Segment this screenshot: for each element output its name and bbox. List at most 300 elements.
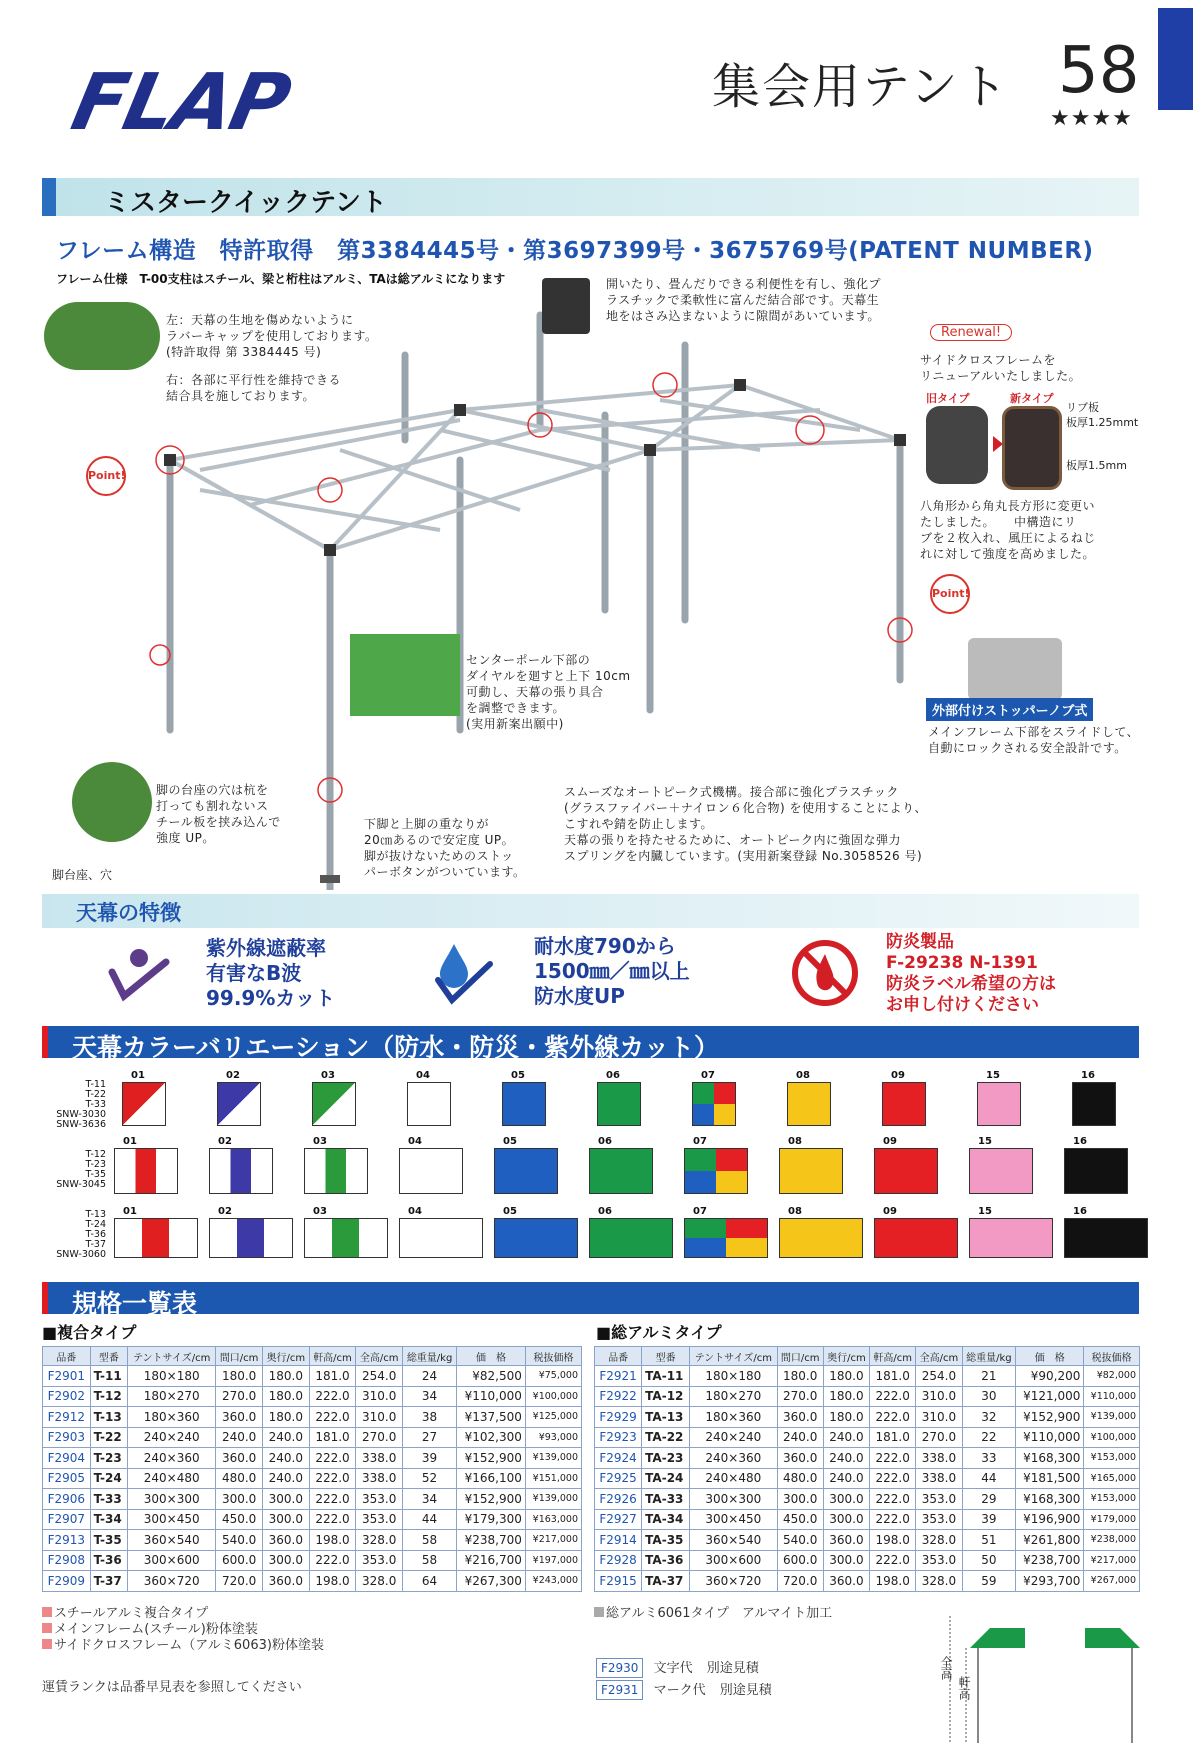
base-note: 脚の台座の穴は杭を 打っても割れないス チール板を挟み込んで 強度 UP。 [156,783,281,845]
color-swatch-09 [874,1148,938,1194]
table-cell: ¥181,500 [1016,1468,1084,1489]
color-swatch-06 [589,1148,653,1194]
table-cell: 450.0 [777,1509,823,1530]
color-swatch-02 [217,1082,261,1126]
color-swatch-07 [684,1218,768,1258]
composite-note-3: サイドクロスフレーム（アルミ6063)粉体塗装 [54,1638,324,1653]
table-cell: 33 [962,1448,1016,1469]
table-header-cell: テントサイズ/cm [690,1347,777,1366]
table-cell: 328.0 [356,1530,403,1551]
swatch-number: 02 [218,1136,232,1147]
table-cell: F2913 [43,1530,91,1551]
table-cell: F2923 [595,1427,642,1448]
table-cell: 198.0 [309,1571,356,1592]
swatch-number: 08 [788,1206,802,1217]
table-cell: F2915 [595,1571,642,1592]
swatch-number: 05 [511,1070,525,1081]
color-swatch-16 [1064,1148,1128,1194]
table-cell: 300.0 [823,1489,869,1510]
option-row-2 [596,1680,772,1700]
table-header-cell: 総重量/kg [962,1347,1016,1366]
table-cell: 300.0 [823,1550,869,1571]
composite-notes [42,1606,324,1654]
table-cell: F2921 [595,1366,642,1387]
table-cell: 59 [962,1571,1016,1592]
swatch-number: 01 [123,1206,137,1217]
table-cell: F2914 [595,1530,642,1551]
table-row [43,1386,582,1407]
table-cell: 254.0 [356,1366,403,1387]
table-cell: 222.0 [870,1550,916,1571]
row3-models: T-13 T-24 T-36 T-37 SNW-3060 [56,1209,106,1260]
option-row-1 [596,1658,759,1678]
table-cell: ¥267,000 [1084,1571,1140,1592]
table-cell: 270.0 [916,1427,962,1448]
table-cell: TA-22 [642,1427,690,1448]
table-cell: 222.0 [309,1489,356,1510]
table-cell: ¥110,000 [457,1386,526,1407]
table-cell: ¥238,700 [1016,1550,1084,1571]
color-swatch-04 [399,1218,483,1258]
table-cell: 310.0 [916,1407,962,1428]
table-cell: 222.0 [870,1448,916,1469]
table-cell: 181.0 [870,1427,916,1448]
aluminum-note-text: 総アルミ6061タイプ アルマイト加工 [606,1606,833,1621]
cap-right-note: 右：各部に平行性を維持できる 結合具を施しております。 [166,373,342,403]
table-row [595,1550,1140,1571]
table-row [43,1448,582,1469]
table-cell: 180.0 [777,1366,823,1387]
swatch-number: 16 [1073,1136,1087,1147]
table-cell: 353.0 [916,1489,962,1510]
table-cell: 181.0 [870,1366,916,1387]
swatch-number: 07 [693,1136,707,1147]
point-badge: Point! [86,456,126,496]
table-cell: 240.0 [823,1468,869,1489]
table-cell: F2908 [43,1550,91,1571]
table-cell: 27 [403,1427,457,1448]
joint-note: 開いたり、畳んだりできる利便性を有し、強化プ ラスチックで柔軟性に富んだ結合部です。天幕生 地をはさみ込まないように隙間があいています。 [606,277,882,323]
table-cell: 600.0 [777,1550,823,1571]
table-cell: ¥243,000 [525,1571,581,1592]
table-cell: 180×360 [690,1407,777,1428]
swatch-number: 05 [503,1136,517,1147]
table-cell: 360.0 [216,1407,263,1428]
table-cell: ¥261,800 [1016,1530,1084,1551]
composite-spec-table [42,1346,582,1592]
table-cell: 353.0 [356,1509,403,1530]
table-row [595,1448,1140,1469]
table-cell: 180×180 [128,1366,216,1387]
table-cell: ¥238,700 [457,1530,526,1551]
table-cell: 360×720 [128,1571,216,1592]
table-cell: F2928 [595,1550,642,1571]
swatch-number: 16 [1073,1206,1087,1217]
table-cell: 300×450 [690,1509,777,1530]
table-cell: TA-37 [642,1571,690,1592]
table-cell: 180.0 [823,1407,869,1428]
table-cell: 360.0 [262,1530,309,1551]
eave-height-label: 軒高 [957,1676,971,1700]
patent-line: フレーム構造 特許取得 第3384445号・第3697399号・3675769号(PATENT NUMBER) [56,238,1094,264]
table-cell: ¥293,700 [1016,1571,1084,1592]
table-row [43,1571,582,1592]
swatch-number: 05 [503,1206,517,1217]
aluminum-spec-table [594,1346,1140,1592]
color-swatch-05 [494,1148,558,1194]
table-cell: 353.0 [916,1550,962,1571]
table-cell: 240×240 [690,1427,777,1448]
table-cell: ¥168,300 [1016,1489,1084,1510]
table-cell: 180×360 [128,1407,216,1428]
color-swatch-15 [969,1218,1053,1258]
table-cell: 353.0 [356,1489,403,1510]
table-cell: 180.0 [262,1407,309,1428]
table-cell: F2927 [595,1509,642,1530]
table-header-cell: 税抜価格 [1084,1347,1140,1366]
section-title: ミスタークイックテント [104,188,387,218]
table-cell: 222.0 [309,1550,356,1571]
table-cell: 720.0 [216,1571,263,1592]
table-cell: 39 [403,1448,457,1469]
table-cell: 44 [962,1468,1016,1489]
table-cell: 222.0 [309,1468,356,1489]
swatch-number: 03 [321,1070,335,1081]
color-swatch-15 [969,1148,1033,1194]
color-swatch-02 [209,1218,293,1258]
aluminum-note [594,1606,832,1622]
table-cell: ¥217,000 [1084,1550,1140,1571]
table-cell: ¥110,000 [1084,1386,1140,1407]
table-cell: ¥267,300 [457,1571,526,1592]
table-cell: 353.0 [916,1509,962,1530]
auto-peak-note: スムーズなオートピーク式機構。接合部に強化プラスチック (グラスファイバー＋ナイロン６化合物) を使用することにより、 こすれや錆を防止します。 天幕の張りを持たせるために、オートピーク内に強固な弾力 スプリングを内臓しています。(実用新案登録 No.3058526 号) [564,785,928,863]
table-header-cell: 型番 [90,1347,128,1366]
color-swatch-08 [779,1218,863,1258]
table-cell: TA-33 [642,1489,690,1510]
table-cell: 338.0 [916,1448,962,1469]
table-row [43,1550,582,1571]
table-cell: ¥82,500 [457,1366,526,1387]
table-cell: ¥166,100 [457,1468,526,1489]
table-cell: 360×540 [128,1530,216,1551]
table-cell: 21 [962,1366,1016,1387]
table-cell: 32 [962,1407,1016,1428]
table-cell: 50 [962,1550,1016,1571]
table-header-cell: 全高/cm [356,1347,403,1366]
spec-title: 規格一覧表 [72,1289,198,1318]
feature-water-text: 耐水度790から 1500㎜／㎜以上 防水度UP [534,934,690,1008]
table-cell: ¥139,000 [525,1489,581,1510]
table-cell: ¥196,900 [1016,1509,1084,1530]
table-cell: 222.0 [870,1468,916,1489]
table-cell: T-36 [90,1550,128,1571]
table-cell: 240×480 [128,1468,216,1489]
table-cell: 310.0 [356,1407,403,1428]
table-cell: F2903 [43,1427,91,1448]
table-cell: F2926 [595,1489,642,1510]
table-cell: 360.0 [262,1571,309,1592]
table-cell: 360×720 [690,1571,777,1592]
octagon-note: 八角形から角丸長方形に変更い たしました。 中構造にリ ブを２枚入れ、風圧によるねじ れに対して強度を高めました。 [920,499,1096,561]
table-cell: ¥216,700 [457,1550,526,1571]
table-cell: ¥121,000 [1016,1386,1084,1407]
renewal-badge: Renewal! [930,324,1012,341]
table-cell: 300×300 [128,1489,216,1510]
no-fire-icon [790,938,860,1008]
table-cell: ¥238,000 [1084,1530,1140,1551]
table-cell: 198.0 [870,1571,916,1592]
table-cell: TA-11 [642,1366,690,1387]
table-cell: T-22 [90,1427,128,1448]
table-cell: 720.0 [777,1571,823,1592]
swatch-number: 03 [313,1206,327,1217]
color-variation-title: 天幕カラーバリエーション（防水・防災・紫外線カット） [72,1033,720,1062]
table-cell: ¥197,000 [525,1550,581,1571]
swatch-number: 09 [883,1136,897,1147]
joint-photo [542,278,590,334]
table-cell: 222.0 [870,1489,916,1510]
table-cell: ¥90,200 [1016,1366,1084,1387]
table-cell: T-33 [90,1489,128,1510]
option-code: F2931 [596,1680,643,1700]
table-cell: 222.0 [870,1407,916,1428]
table-cell: 58 [403,1530,457,1551]
color-swatch-04 [407,1082,451,1126]
swatch-number: 16 [1081,1070,1095,1081]
table-cell: 360.0 [216,1448,263,1469]
table-cell: TA-12 [642,1386,690,1407]
option-price: 別途見積 [719,1683,772,1698]
table-cell: 328.0 [916,1530,962,1551]
table-cell: T-11 [90,1366,128,1387]
swatch-number: 04 [416,1070,430,1081]
table-cell: TA-13 [642,1407,690,1428]
table-cell: ¥75,000 [525,1366,581,1387]
overlap-note: 下脚と上脚の重なりが 20㎝あるので安定度 UP。 脚が抜けないためのストッ パーボタンがついています。 [364,817,526,879]
table-cell: 310.0 [916,1386,962,1407]
table-cell: T-12 [90,1386,128,1407]
table-cell: 600.0 [216,1550,263,1571]
composite-note-1: スチールアルミ複合タイプ [54,1606,209,1621]
color-swatch-02 [209,1148,273,1194]
table-header-cell: テントサイズ/cm [128,1347,216,1366]
table-cell: ¥163,000 [525,1509,581,1530]
color-swatch-07 [684,1148,748,1194]
table-cell: 360.0 [823,1571,869,1592]
table-cell: T-23 [90,1448,128,1469]
table-row [595,1366,1140,1387]
table-row [43,1489,582,1510]
color-variation-bar [42,1026,1139,1062]
table-cell: 240×480 [690,1468,777,1489]
thickness-note: 板厚1.5mm [1066,459,1127,472]
table-cell: 222.0 [309,1448,356,1469]
table-cell: 181.0 [309,1427,356,1448]
table-row [595,1530,1140,1551]
table-cell: T-13 [90,1407,128,1428]
table-cell: ¥179,300 [457,1509,526,1530]
table-cell: 180.0 [823,1366,869,1387]
table-cell: 240×240 [128,1427,216,1448]
swatch-number: 04 [408,1206,422,1217]
table-cell: 198.0 [309,1530,356,1551]
table-cell: 540.0 [777,1530,823,1551]
table-cell: ¥110,000 [1016,1427,1084,1448]
table-cell: 240.0 [823,1427,869,1448]
table-cell: 338.0 [356,1448,403,1469]
table-row [595,1407,1140,1428]
features-bar [42,894,1139,928]
table-cell: 58 [403,1550,457,1571]
table-row [595,1468,1140,1489]
base-caption: 脚台座、穴 [52,868,113,882]
new-type-photo [1002,406,1062,490]
table-cell: 181.0 [309,1366,356,1387]
table-header-cell: 価 格 [1016,1347,1084,1366]
table-cell: ¥153,000 [1084,1448,1140,1469]
table-cell: 338.0 [356,1468,403,1489]
features-title: 天幕の特徴 [76,901,181,925]
swatch-number: 08 [788,1136,802,1147]
table-cell: ¥139,000 [525,1448,581,1469]
table-cell: 300×450 [128,1509,216,1530]
table-row [43,1427,582,1448]
swatch-number: 07 [701,1070,715,1081]
table-cell: 64 [403,1571,457,1592]
option-code: F2930 [596,1658,643,1678]
table-cell: 180×180 [690,1366,777,1387]
table-cell: 180×270 [128,1386,216,1407]
table-cell: 360×540 [690,1530,777,1551]
new-type-label: 新タイプ [1010,392,1054,405]
table-cell: 44 [403,1509,457,1530]
swatch-number: 08 [796,1070,810,1081]
cap-left-note: 左：天幕の生地を傷めないように ラバーキャップを使用しております。 (特許取得 第 3384445 号) [166,313,378,359]
color-swatch-01 [114,1218,198,1258]
swatch-number: 15 [978,1136,992,1147]
table-cell: 240.0 [262,1427,309,1448]
side-index-tab [1158,8,1193,110]
table-cell: 480.0 [216,1468,263,1489]
table-header-cell: 軒高/cm [309,1347,356,1366]
table-cell: 300.0 [777,1489,823,1510]
table-cell: 38 [403,1407,457,1428]
table-cell: 222.0 [309,1386,356,1407]
rating-stars: ★★★★ [1050,106,1133,131]
color-swatch-09 [874,1218,958,1258]
spec-bar [42,1282,1139,1318]
table-cell: 270.0 [777,1386,823,1407]
table-row [43,1530,582,1551]
table-row [595,1386,1140,1407]
stopper-photo [968,638,1062,700]
table-cell: ¥152,900 [457,1489,526,1510]
swatch-number: 15 [986,1070,1000,1081]
table-cell: 240.0 [777,1427,823,1448]
table-cell: F2912 [43,1407,91,1428]
table-header-cell: 品番 [595,1347,642,1366]
swatch-number: 07 [693,1206,707,1217]
table-header-cell: 価 格 [457,1347,526,1366]
brand-logo: FLAP [64,58,297,148]
table-cell: ¥152,900 [457,1448,526,1469]
swatch-number: 09 [891,1070,905,1081]
table-cell: F2905 [43,1468,91,1489]
swatch-number: 04 [408,1136,422,1147]
center-pole-photo [350,634,460,716]
table-cell: 328.0 [356,1571,403,1592]
color-swatch-05 [502,1082,546,1126]
swatch-number: 01 [131,1070,145,1081]
table-row [595,1571,1140,1592]
table-cell: 240.0 [262,1468,309,1489]
option-name: マーク代 [653,1683,706,1698]
water-drop-icon [428,936,498,1006]
color-swatch-15 [977,1082,1021,1126]
table-cell: 34 [403,1386,457,1407]
table-cell: 24 [403,1366,457,1387]
table-cell: ¥100,000 [525,1386,581,1407]
table-row [43,1468,582,1489]
table-cell: ¥102,300 [457,1427,526,1448]
table-cell: 39 [962,1509,1016,1530]
table-cell: 360.0 [823,1530,869,1551]
table-cell: TA-35 [642,1530,690,1551]
table-cell: 300×600 [128,1550,216,1571]
color-swatch-03 [312,1082,356,1126]
color-swatch-08 [787,1082,831,1126]
page-number: 58 [1058,34,1140,108]
option-name: 文字代 [653,1661,693,1676]
renewal-note: サイドクロスフレームを リニューアルいたしました。 [920,353,1082,383]
table-cell: ¥93,000 [525,1427,581,1448]
color-swatch-03 [304,1148,368,1194]
table-cell: F2929 [595,1407,642,1428]
table-header-cell: 奥行/cm [823,1347,869,1366]
table-cell: 360.0 [777,1448,823,1469]
table-cell: F2904 [43,1448,91,1469]
table-cell: 353.0 [356,1550,403,1571]
table-cell: 240.0 [262,1448,309,1469]
table-cell: 240×360 [690,1448,777,1469]
composite-type-title: ■複合タイプ [42,1323,137,1342]
table-cell: ¥139,000 [1084,1407,1140,1428]
table-cell: 300.0 [823,1509,869,1530]
base-photo [72,762,152,842]
table-cell: 480.0 [777,1468,823,1489]
composite-note-2: メインフレーム(スチール)粉体塗装 [54,1622,258,1637]
table-cell: 30 [962,1386,1016,1407]
table-cell: TA-34 [642,1509,690,1530]
old-type-photo [926,406,988,484]
table-header-cell: 型番 [642,1347,690,1366]
table-cell: ¥82,000 [1084,1366,1140,1387]
table-cell: F2925 [595,1468,642,1489]
table-cell: T-34 [90,1509,128,1530]
shipping-note: 運賃ランクは品番早見表を参照してください [42,1680,302,1695]
table-cell: 254.0 [916,1366,962,1387]
table-cell: 222.0 [309,1407,356,1428]
table-cell: TA-23 [642,1448,690,1469]
table-cell: 52 [403,1468,457,1489]
cap-photo [44,302,160,370]
table-cell: F2902 [43,1386,91,1407]
color-swatch-01 [114,1148,178,1194]
table-cell: ¥165,000 [1084,1468,1140,1489]
swatch-number: 02 [226,1070,240,1081]
table-cell: 300.0 [216,1489,263,1510]
